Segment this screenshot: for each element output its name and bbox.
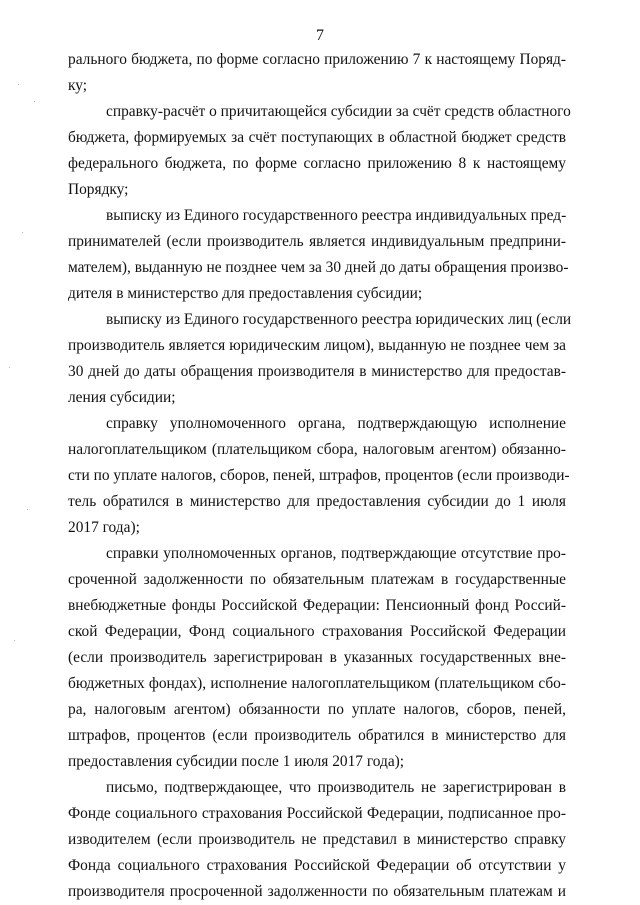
text-line: ления субсидии; bbox=[68, 389, 176, 406]
text-line: штрафов, процентов (если производитель обратился в министерство для bbox=[68, 727, 566, 744]
text-line: письмо, подтверждающее, что производитель не зарегистрирован в bbox=[106, 779, 566, 796]
scan-speck bbox=[14, 640, 15, 641]
text-line: справки уполномоченных органов, подтверждающие отсутствие про- bbox=[106, 545, 566, 562]
text-line: ра, налоговым агентом) обязанности по уплате налогов, сборов, пеней, bbox=[68, 701, 566, 718]
text-line: принимателей (если производитель является индивидуальным предприни- bbox=[68, 233, 566, 250]
text-line: выписку из Единого государственного реестра индивидуальных пред- bbox=[106, 207, 567, 224]
text-line: ской Федерации, Фонд социального страхования Российской Федерации bbox=[68, 623, 566, 640]
text-line: справку-расчёт о причитающейся субсидии за счёт средств областного bbox=[106, 103, 571, 120]
text-line: Фонда социального страхования Российской Федерации об отсутствии у bbox=[68, 857, 566, 874]
scan-speck bbox=[34, 101, 35, 102]
text-line: предоставления субсидии после 1 июля 2017 года); bbox=[68, 753, 405, 770]
scan-speck bbox=[18, 84, 19, 85]
scan-speck bbox=[27, 509, 28, 510]
text-line: дителя в министерство для предоставления субсидии; bbox=[68, 285, 423, 302]
text-line: Порядку; bbox=[68, 181, 129, 198]
text-line: производитель является юридическим лицом), выданную не позднее чем за bbox=[68, 337, 566, 354]
text-line: мателем), выданную не позднее чем за 30 дней до даты обращения произво- bbox=[68, 259, 569, 276]
text-line: (если производитель зарегистрирован в указанных государственных вне- bbox=[68, 649, 566, 666]
text-line: выписку из Единого государственного реестра юридических лиц (если bbox=[106, 311, 572, 328]
text-line: 2017 года); bbox=[68, 519, 140, 536]
scan-speck bbox=[9, 367, 10, 368]
text-line: ку; bbox=[68, 77, 88, 94]
text-line: рального бюджета, по форме согласно приложению 7 к настоящему Поряд- bbox=[68, 51, 566, 68]
text-line: изводителем (если производитель не представил в министерство справку bbox=[68, 831, 566, 848]
text-line: бюджета, формируемых за счёт поступающих в областной бюджет средств bbox=[68, 129, 566, 146]
text-line: налогоплательщиком (плательщиком сбора, налоговым агентом) обязанно- bbox=[68, 441, 566, 458]
text-line: тель обратился в министерство для предоставления субсидии до 1 июля bbox=[68, 493, 566, 510]
text-line: федерального бюджета, по форме согласно приложению 8 к настоящему bbox=[68, 155, 566, 172]
text-line: внебюджетные фонды Российской Федерации: Пенсионный фонд Россий- bbox=[68, 597, 566, 614]
text-line: сти по уплате налогов, сборов, пеней, штрафов, процентов (если производи- bbox=[68, 467, 570, 484]
text-line: 30 дней до даты обращения производителя в министерство для предостав- bbox=[68, 363, 566, 380]
text-line: сроченной задолженности по обязательным платежам в государственные bbox=[68, 571, 566, 588]
page-number: 7 bbox=[316, 27, 324, 44]
scan-speck bbox=[22, 232, 23, 233]
text-line: Фонде социального страхования Российской Федерации, подписанное про- bbox=[68, 805, 566, 822]
text-line: справку уполномоченного органа, подтверждающую исполнение bbox=[106, 415, 566, 432]
text-line: производителя просроченной задолженности по обязательным платежам и bbox=[68, 883, 566, 900]
text-line: бюджетных фондах), исполнение налогоплательщиком (плательщиком сбо- bbox=[68, 675, 566, 692]
